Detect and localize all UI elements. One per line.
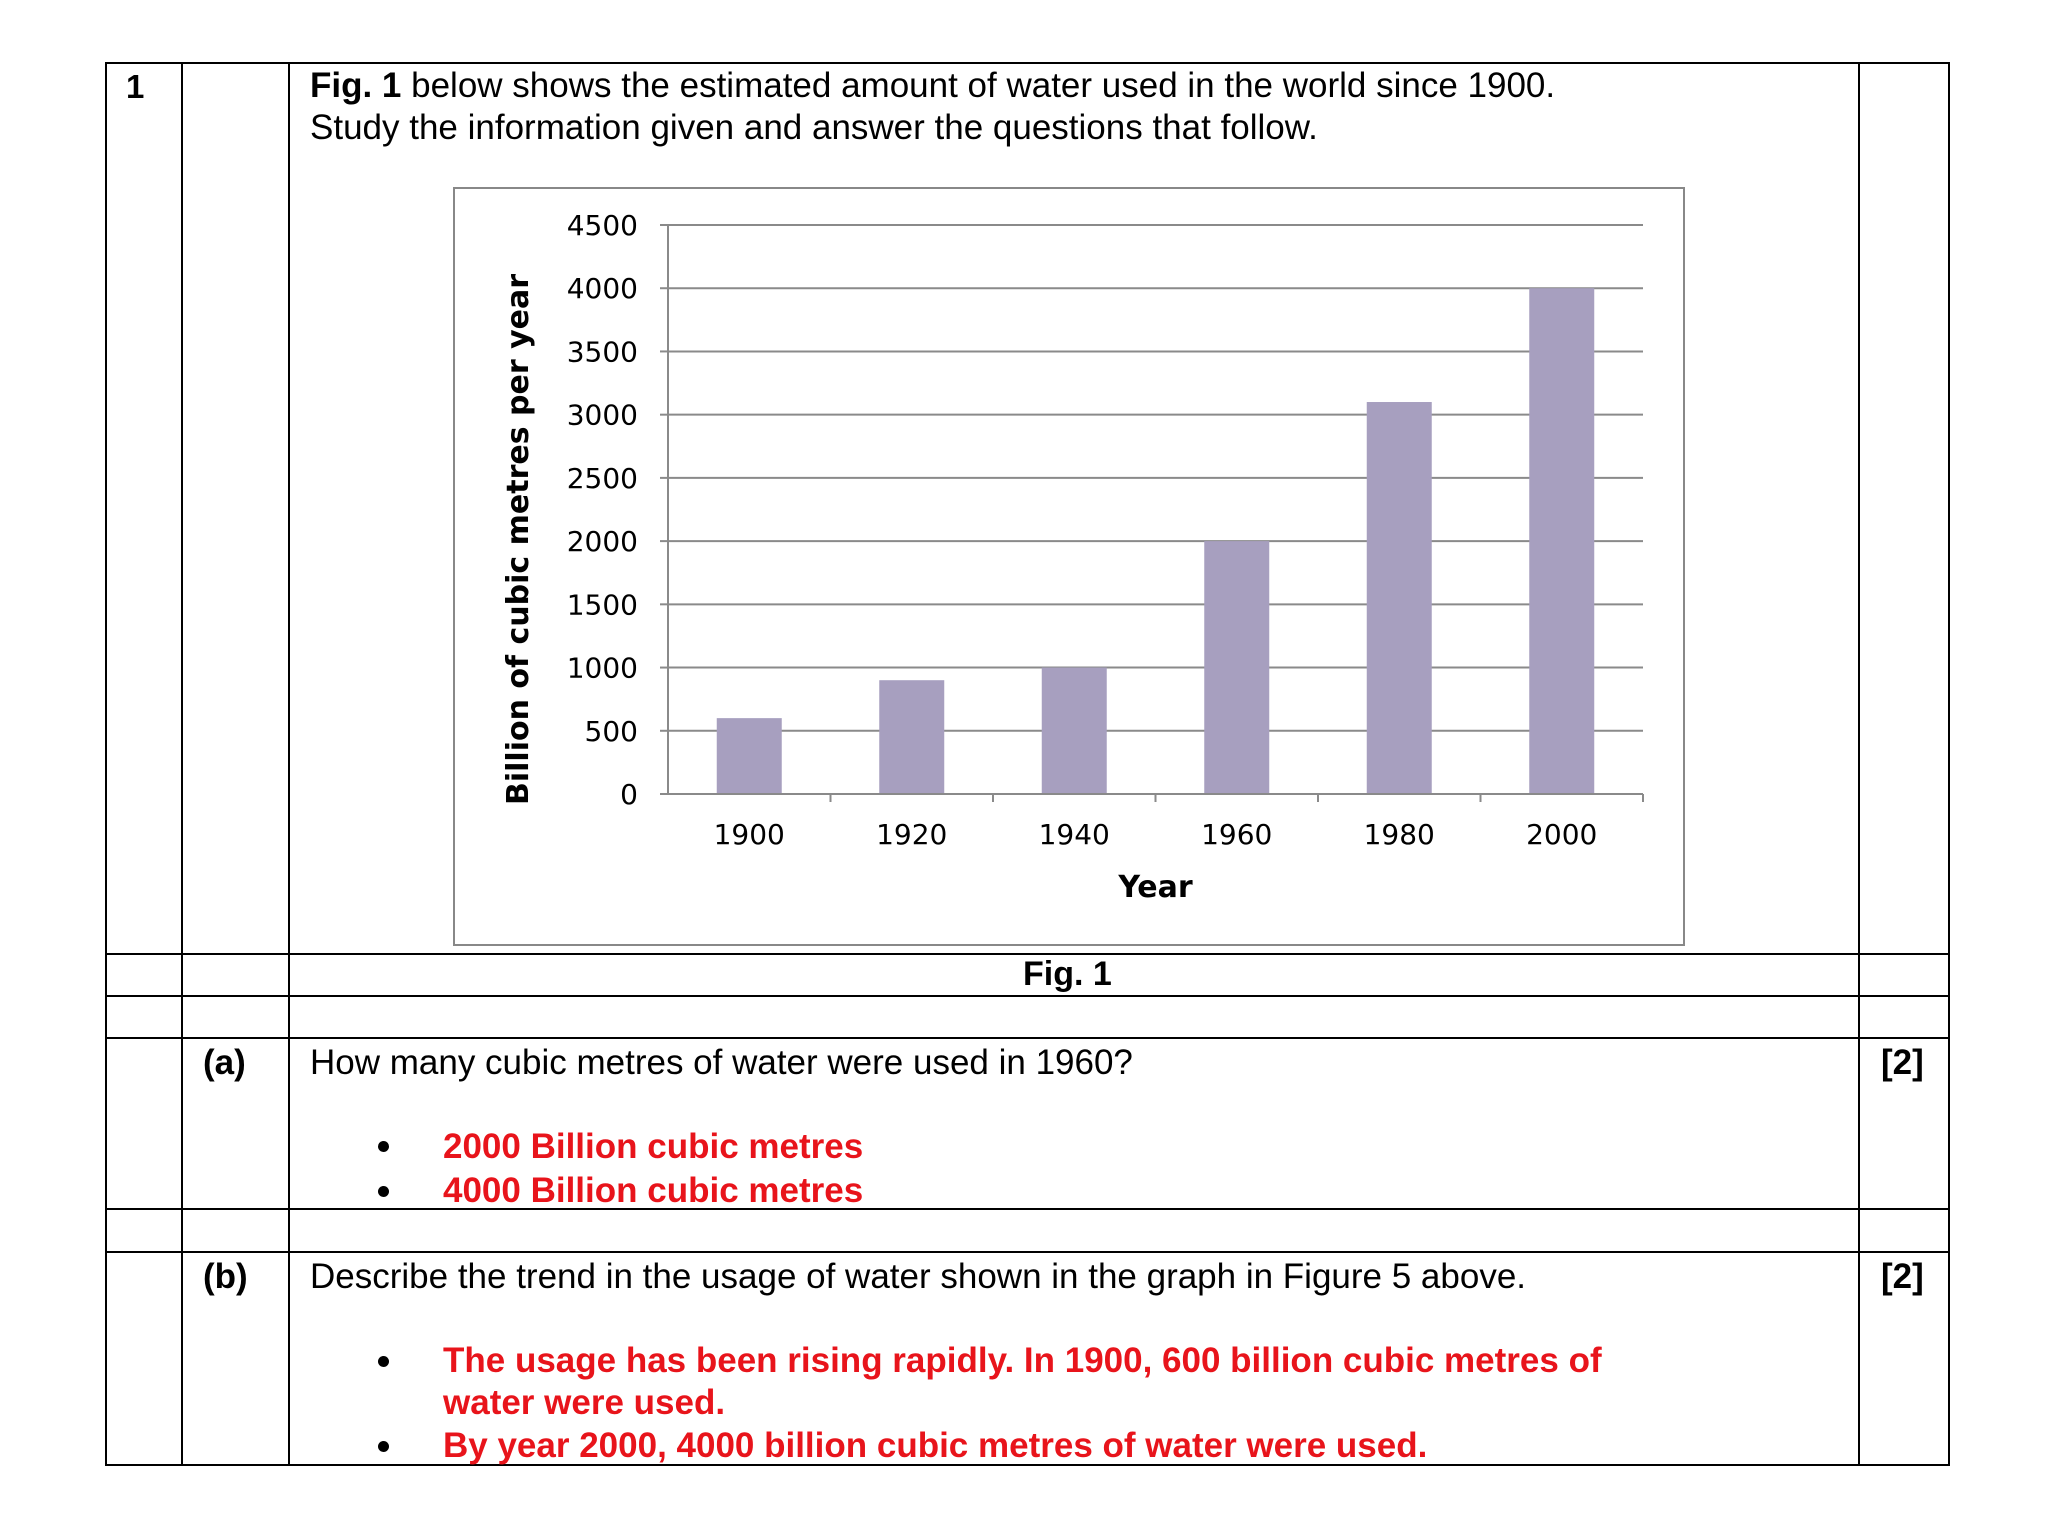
question-intro bbox=[310, 66, 1555, 106]
table-rule bbox=[105, 1251, 1949, 1253]
part-b-answer-1-cont: water were used. bbox=[443, 1383, 726, 1422]
bar-1900 bbox=[717, 718, 782, 794]
question-intro-line2: Study the information given and answer the questions that follow. bbox=[310, 108, 1318, 147]
bar-1980 bbox=[1367, 402, 1432, 794]
x-tick-label: 1980 bbox=[1363, 818, 1435, 851]
x-tick-label: 1940 bbox=[1038, 818, 1110, 851]
part-b-answer-1: The usage has been rising rapidly. In 1900, 600 billion cubic metres of bbox=[443, 1341, 1602, 1380]
x-tick-label: 1920 bbox=[876, 818, 948, 851]
part-a-question: How many cubic metres of water were used in 1960? bbox=[310, 1043, 1133, 1082]
y-tick-label: 4000 bbox=[566, 272, 638, 306]
figure-reference: Fig. 1 bbox=[310, 66, 402, 105]
table-col-divider bbox=[288, 62, 290, 1466]
bar-1960 bbox=[1204, 541, 1269, 794]
y-tick-label: 0 bbox=[620, 778, 638, 811]
part-b-marks: [2] bbox=[1881, 1257, 1924, 1296]
part-b-question: Describe the trend in the usage of water shown in the graph in Figure 5 above. bbox=[310, 1257, 1527, 1296]
part-a-marks: [2] bbox=[1881, 1043, 1924, 1082]
y-tick-label: 1500 bbox=[566, 588, 638, 622]
part-a-answer-2: 4000 Billion cubic metres bbox=[443, 1171, 864, 1210]
y-tick-label: 500 bbox=[584, 714, 638, 748]
table-border-top bbox=[105, 62, 1949, 64]
bar-chart bbox=[453, 187, 1685, 946]
y-tick-label: 3500 bbox=[566, 335, 638, 369]
table-border-left bbox=[105, 62, 107, 1466]
y-axis-title: Billion of cubic metres per year bbox=[501, 273, 536, 806]
figure-caption: Fig. 1 bbox=[1023, 955, 1112, 993]
y-tick-label: 1000 bbox=[566, 651, 638, 685]
bar-2000 bbox=[1529, 288, 1594, 794]
table-rule bbox=[105, 1208, 1949, 1210]
table-rule bbox=[105, 1037, 1949, 1039]
y-tick-label: 4500 bbox=[566, 209, 638, 242]
table-border-right bbox=[1948, 62, 1950, 1466]
table-rule bbox=[105, 995, 1949, 997]
bar-1920 bbox=[879, 680, 944, 794]
bullet-icon bbox=[378, 1141, 389, 1152]
y-tick-label: 2500 bbox=[566, 461, 638, 495]
table-col-divider bbox=[1858, 62, 1860, 1466]
x-tick-label: 2000 bbox=[1526, 818, 1598, 851]
x-axis-title: Year bbox=[1118, 870, 1193, 905]
table-col-divider bbox=[181, 62, 183, 1466]
part-b-answer-2: By year 2000, 4000 billion cubic metres of water were used. bbox=[443, 1426, 1428, 1465]
part-b-label: (b) bbox=[203, 1257, 248, 1296]
part-a-answer-1: 2000 Billion cubic metres bbox=[443, 1127, 864, 1166]
intro-text: below shows the estimated amount of water used in the world since 1900. bbox=[401, 66, 1556, 105]
x-tick-label: 1900 bbox=[713, 818, 785, 851]
bullet-icon bbox=[378, 1186, 389, 1197]
x-tick-label: 1960 bbox=[1201, 818, 1273, 851]
chart-canvas bbox=[455, 189, 1683, 944]
question-number: 1 bbox=[126, 68, 145, 105]
bar-1940 bbox=[1042, 668, 1107, 794]
part-a-label: (a) bbox=[203, 1043, 246, 1082]
y-tick-label: 3000 bbox=[566, 398, 638, 432]
bullet-icon bbox=[378, 1356, 389, 1367]
y-tick-label: 2000 bbox=[566, 525, 638, 559]
bullet-icon bbox=[378, 1441, 389, 1452]
